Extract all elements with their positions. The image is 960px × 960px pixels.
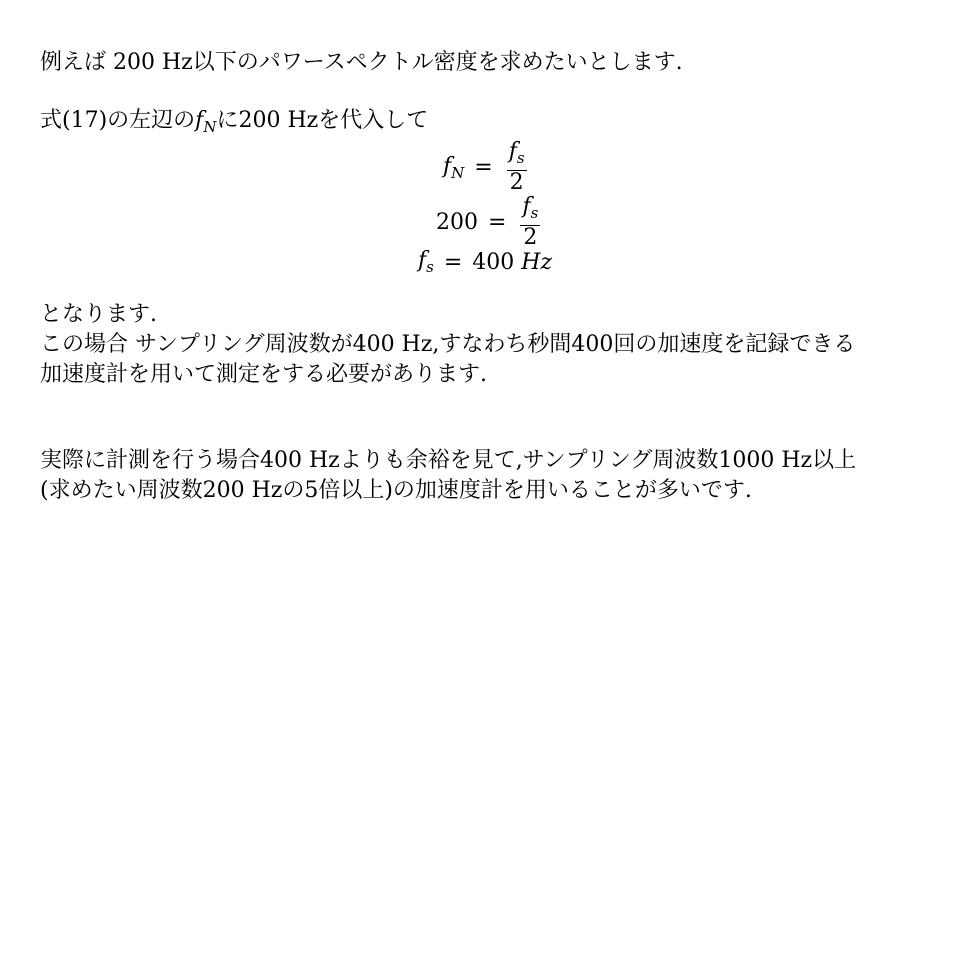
equation-2 [436, 195, 540, 250]
eq3-equals: = [443, 249, 463, 275]
practice-line-2: (求めたい周波数200 Hzの5倍以上)の加速度計を用いることが多いです. [40, 478, 752, 503]
eq2-lhs: 200 [436, 210, 478, 235]
eq3-rhs-unit: Hz [521, 249, 553, 275]
substitution-line [40, 106, 428, 142]
eq3-lhs: $f_s$ [418, 248, 434, 276]
eq1-numerator: $f_s$ [507, 140, 527, 171]
eq1-equals: = [474, 155, 493, 180]
eq2-denominator: 2 [523, 225, 538, 250]
substitution-prefix: 式(17)の左辺の [40, 108, 196, 133]
equation-1 [443, 140, 527, 195]
fn-symbol: $f_N$ [195, 108, 217, 136]
eq2-fraction [520, 195, 540, 250]
eq2-equals: = [488, 210, 507, 235]
eq1-lhs: $f_N$ [443, 153, 465, 182]
eq1-denominator: 2 [509, 170, 524, 195]
sampling-line-2: 加速度計を用いて測定をする必要があります. [40, 362, 487, 387]
intro-line: 例えば 200 Hz以下のパワースペクトル密度を求めたいとします. [40, 50, 683, 75]
eq1-fraction [507, 140, 527, 195]
practice-line-1: 実際に計測を行う場合400 Hzよりも余裕を見て,サンプリング周波数1000 Hz以上 [40, 448, 857, 473]
equation-3 [418, 248, 552, 276]
substitution-suffix: に200 Hzを代入して [216, 108, 429, 133]
eq2-numerator: $f_s$ [520, 195, 540, 226]
result-line: となります. [40, 302, 157, 327]
sampling-line-1: この場合 サンプリング周波数が400 Hz,すなわち秒間400回の加速度を記録できる [40, 332, 856, 357]
eq3-rhs-number: 400 [472, 249, 515, 275]
